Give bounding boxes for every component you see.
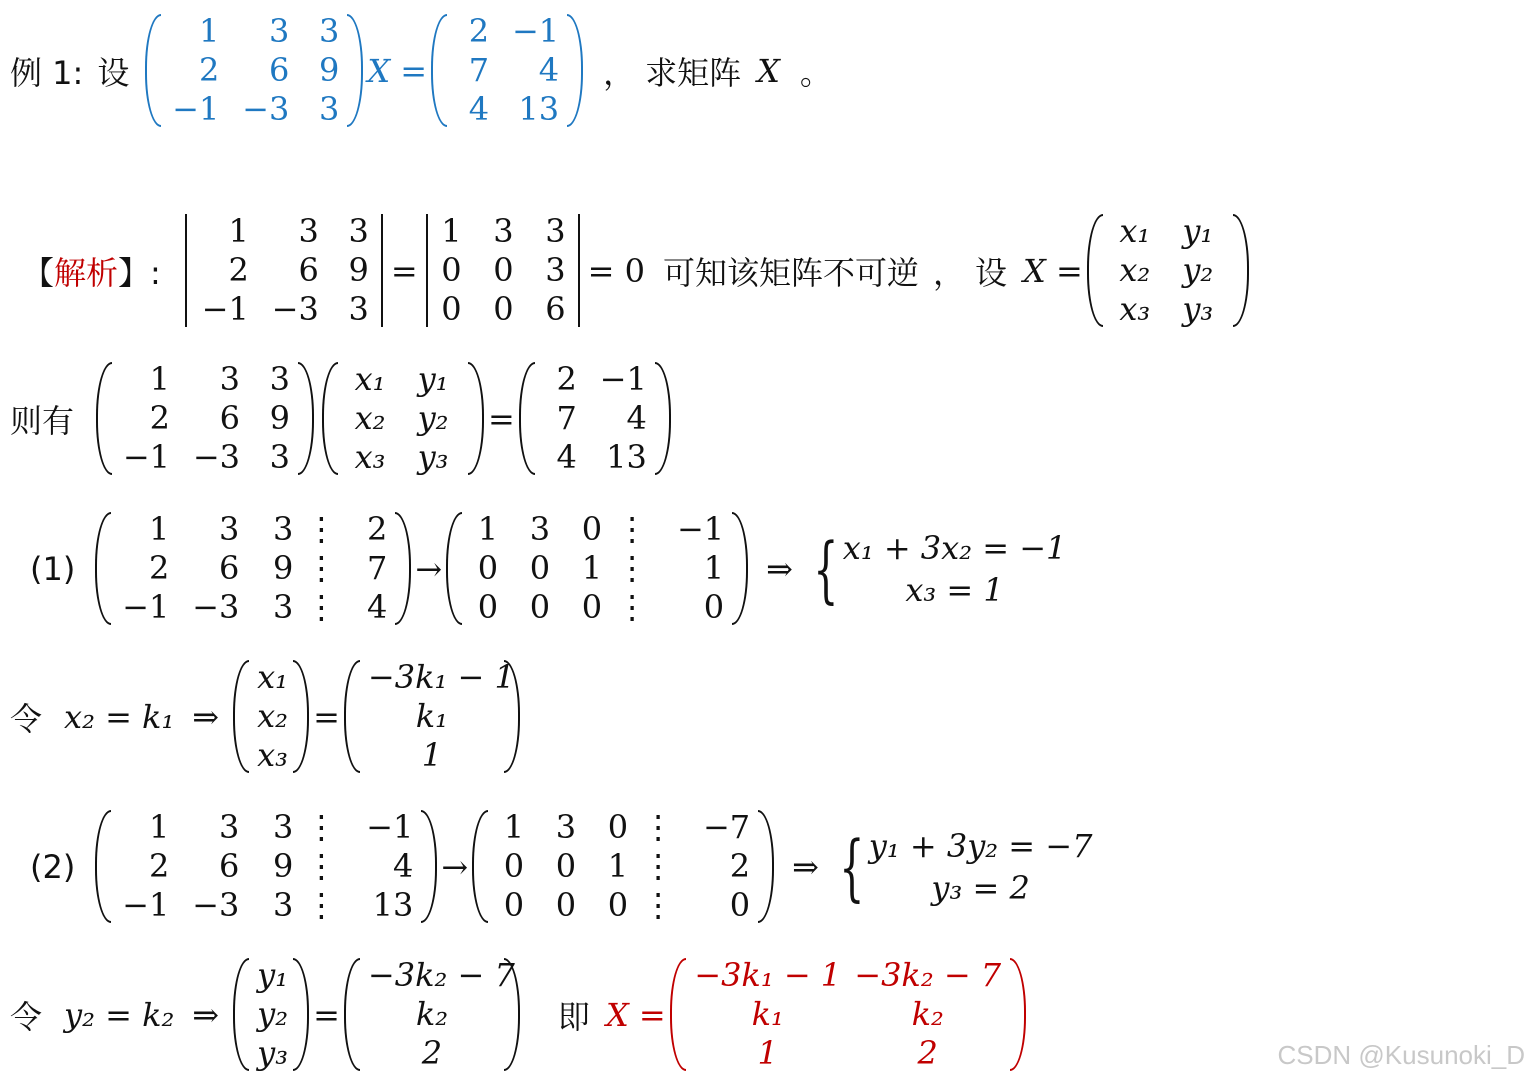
matrix-cell: ⋮	[305, 588, 338, 626]
solution-1-grid	[360, 658, 515, 774]
matrix-cell: 0	[529, 549, 551, 587]
let-label: 令	[10, 699, 43, 738]
ji-word: 即	[557, 997, 590, 1036]
matrix-cell: 3	[218, 510, 240, 548]
right-paren	[504, 958, 520, 1071]
analysis-row	[22, 214, 1253, 327]
right-paren	[395, 512, 411, 625]
set-word: 设	[975, 253, 1008, 292]
let-condition: y₂ = k₂	[64, 995, 175, 1034]
equals-zero: = 0	[587, 251, 645, 290]
matrix-cell: ⋮	[305, 847, 338, 885]
matrix-cell: 3	[348, 212, 369, 250]
step1-row	[30, 512, 1066, 625]
red1-grid	[462, 512, 732, 625]
matrix-cell: 1	[228, 212, 249, 250]
matrix-cell: 3	[269, 360, 291, 398]
left-paren	[670, 958, 686, 1071]
matrix-cell: −3	[192, 886, 240, 924]
final-grid	[686, 958, 1010, 1071]
unknown-matrix	[322, 362, 484, 475]
matrix-cell: 4	[626, 399, 647, 437]
left-paren	[519, 362, 535, 475]
reduced-matrix-1	[446, 512, 748, 625]
matrix-cell: 4	[538, 51, 560, 89]
augmented-matrix-1	[95, 512, 411, 625]
matrix-cell: k₂	[415, 995, 449, 1033]
matrix-cell: 3	[272, 808, 294, 846]
matrix-cell: 2	[421, 1034, 443, 1072]
matrix-cell: −1	[201, 290, 249, 328]
ask-text: 求矩阵	[645, 53, 742, 92]
matrix-cell: 0	[529, 588, 551, 626]
matrix-cell: 1	[148, 808, 170, 846]
matrix-cell: 4	[366, 588, 388, 626]
matrix-cell: y₂	[1182, 251, 1214, 289]
matrix-cell: 0	[607, 808, 629, 846]
matrix-cell: −3k₂ − 7	[367, 956, 515, 994]
matrix-cell: 2	[148, 549, 170, 587]
matrix-cell: k₂	[911, 995, 944, 1033]
matrix-cell: 1	[441, 212, 462, 250]
comma: ，	[603, 53, 636, 92]
matrix-cell: 0	[503, 886, 525, 924]
matrix-cell: 3	[269, 438, 291, 476]
equals: =	[488, 399, 515, 438]
x-equals: X =	[605, 995, 666, 1034]
matrix-cell: 1	[703, 549, 725, 587]
matrix-cell: x₃	[257, 736, 288, 774]
right-paren	[758, 810, 774, 923]
matrix-a-grid	[161, 14, 347, 127]
matrix-cell: 6	[219, 399, 241, 437]
matrix-cell: −1	[676, 510, 725, 548]
matrix-cell: 2	[148, 847, 170, 885]
matrix-cell: ⋮	[305, 510, 338, 548]
matrix-a-grid	[112, 362, 298, 475]
matrix-cell: −1	[599, 360, 647, 398]
matrix-cell: 0	[493, 251, 514, 289]
equals: =	[313, 995, 340, 1034]
matrix-cell: 6	[218, 847, 240, 885]
matrix-cell: 3	[298, 212, 319, 250]
matrix-cell: 0	[703, 588, 725, 626]
matrix-cell: 1	[198, 12, 220, 50]
matrix-cell: x₁	[354, 360, 386, 398]
matrix-cell: ⋮	[642, 886, 675, 924]
matrix-cell: 1	[757, 1034, 778, 1072]
final-matrix	[670, 958, 1026, 1071]
matrix-cell: 3	[272, 588, 294, 626]
matrix-cell: −1	[511, 12, 560, 50]
matrix-cell: 4	[556, 438, 577, 476]
matrix-cell: y₃	[257, 1034, 289, 1072]
right-paren	[1233, 214, 1249, 327]
vector-y	[233, 958, 309, 1071]
implies: ⇒	[192, 697, 220, 736]
matrix-cell: 9	[269, 399, 291, 437]
matrix-cell: x₁	[257, 658, 288, 696]
matrix-cell: 13	[518, 90, 560, 128]
matrix-cell: −1	[122, 438, 171, 476]
matrix-cell: 7	[556, 399, 577, 437]
left-paren	[95, 512, 111, 625]
det-bar-right	[381, 214, 383, 327]
let-label: 令	[10, 997, 43, 1036]
right-paren	[1010, 958, 1026, 1071]
solution-2-grid	[360, 956, 515, 1072]
matrix-cell: y₁	[1182, 212, 1214, 250]
matrix-cell: −1	[366, 808, 414, 846]
red2-grid	[488, 810, 758, 923]
x-symbol: X	[757, 51, 780, 90]
bracket-left: 【	[22, 253, 55, 292]
vector-x	[233, 660, 309, 773]
matrix-b-grid	[447, 14, 567, 127]
matrix-cell: 3	[272, 510, 294, 548]
implies: ⇒	[766, 549, 793, 588]
right-paren	[293, 958, 309, 1071]
comma: ，	[933, 253, 966, 292]
bracket-right: 】:	[118, 253, 161, 292]
matrix-cell: k₁	[751, 995, 784, 1033]
matrix-cell: y₃	[1182, 290, 1214, 328]
matrix-cell: 0	[581, 588, 603, 626]
solution-vector-2	[344, 958, 520, 1071]
system-1	[843, 529, 1067, 609]
matrix-cell: ⋮	[616, 510, 649, 548]
left-brace: {	[813, 526, 839, 611]
matrix-cell: 0	[555, 886, 577, 924]
matrix-b	[519, 362, 671, 475]
matrix-cell: k₁	[415, 697, 448, 735]
matrix-cell: −3	[242, 90, 290, 128]
matrix-cell: 0	[493, 290, 514, 328]
equals: =	[390, 251, 418, 290]
right-paren	[655, 362, 671, 475]
matrix-cell: 2	[729, 847, 751, 885]
matrix-cell: x₂	[257, 697, 288, 735]
matrix-cell: −3k₂ − 7	[854, 956, 1002, 994]
implies: ⇒	[792, 847, 819, 886]
matrix-cell: ⋮	[616, 588, 649, 626]
matrix-cell: ⋮	[305, 549, 338, 587]
right-paren	[293, 660, 309, 773]
system-2	[869, 827, 1093, 907]
aug1-grid	[111, 512, 395, 625]
let-condition: x₂ = k₁	[64, 697, 175, 736]
let2-row	[10, 958, 1030, 1071]
right-paren	[567, 14, 583, 127]
matrix-cell: y₂	[417, 399, 449, 437]
arrow: →	[415, 549, 443, 588]
det-bar-left	[426, 214, 428, 327]
matrix-cell: x₂	[1119, 251, 1151, 289]
matrix-cell: 0	[441, 290, 462, 328]
matrix-cell: 3	[318, 12, 340, 50]
matrix-cell: x₃	[354, 438, 386, 476]
left-paren	[233, 660, 249, 773]
matrix-cell: 3	[545, 212, 566, 250]
left-paren	[1087, 214, 1103, 327]
matrix-cell: 2	[556, 360, 577, 398]
matrix-cell: −7	[702, 808, 751, 846]
unknown-grid	[338, 362, 468, 475]
matrix-cell: y₁	[417, 360, 449, 398]
matrix-cell: 9	[272, 847, 294, 885]
augmented-matrix-2	[95, 810, 437, 923]
right-paren	[421, 810, 437, 923]
matrix-cell: 4	[468, 90, 490, 128]
matrix-cell: 1	[421, 736, 443, 774]
step2-row	[30, 810, 1092, 923]
matrix-cell: 0	[477, 549, 499, 587]
watermark: CSDN @Kusunoki_D	[1277, 1040, 1525, 1070]
example-label: 例 1:	[10, 53, 84, 92]
matrix-a	[145, 14, 363, 127]
matrix-cell: 7	[468, 51, 490, 89]
matrix-cell: −3k₁ − 1	[367, 658, 515, 696]
then-row	[10, 362, 675, 475]
step1-label: (1)	[30, 549, 76, 588]
matrix-cell: ⋮	[616, 549, 649, 587]
x-equals: X =	[367, 51, 428, 90]
right-paren	[732, 512, 748, 625]
matrix-cell: 2	[228, 251, 249, 289]
x-equals: X =	[1023, 251, 1083, 290]
vector-y-grid	[249, 958, 293, 1071]
matrix-cell: 2	[198, 51, 220, 89]
matrix-cell: 0	[581, 510, 603, 548]
matrix-cell: 1	[581, 549, 603, 587]
matrix-cell: x₂	[354, 399, 386, 437]
matrix-cell: 1	[607, 847, 629, 885]
matrix-cell: 9	[348, 251, 369, 289]
matrix-cell: 3	[318, 90, 340, 128]
left-paren	[344, 958, 360, 1071]
matrix-cell: 3	[219, 360, 241, 398]
left-paren	[145, 14, 161, 127]
then-label: 则有	[10, 401, 75, 440]
matrix-cell: 9	[318, 51, 340, 89]
matrix-cell: −1	[122, 886, 170, 924]
matrix-cell: 2	[917, 1034, 938, 1072]
analysis-word: 解析	[54, 253, 119, 292]
det-bar-left	[185, 214, 187, 327]
matrix-cell: −3	[192, 588, 240, 626]
left-paren	[322, 362, 338, 475]
left-paren	[95, 810, 111, 923]
matrix-cell: 1	[503, 808, 525, 846]
system-eq-1: y₁ + 3y₂ = −7	[868, 826, 1093, 865]
system-eq-1: x₁ + 3x₂ = −1	[842, 528, 1067, 567]
matrix-cell: −3k₁ − 1	[694, 956, 842, 994]
matrix-cell: 3	[268, 12, 290, 50]
step2-label: (2)	[30, 847, 76, 886]
matrix-cell: −3	[271, 290, 319, 328]
matrix-cell: 0	[729, 886, 751, 924]
matrix-cell: x₁	[1119, 212, 1151, 250]
implies: ⇒	[192, 995, 220, 1034]
left-paren	[446, 512, 462, 625]
matrix-cell: 6	[218, 549, 240, 587]
left-paren	[233, 958, 249, 1071]
matrix-cell: 4	[392, 847, 414, 885]
matrix-cell: 3	[272, 886, 294, 924]
example-row	[10, 14, 832, 127]
matrix-cell: 9	[272, 549, 294, 587]
left-paren	[472, 810, 488, 923]
matrix-cell: 3	[529, 510, 551, 548]
matrix-cell: 3	[493, 212, 514, 250]
matrix-b	[431, 14, 583, 127]
arrow: →	[441, 847, 469, 886]
det-a-grid	[191, 214, 377, 327]
solution-vector-1	[344, 660, 520, 773]
matrix-cell: 6	[268, 51, 290, 89]
right-paren	[347, 14, 363, 127]
matrix-cell: 1	[149, 360, 171, 398]
matrix-cell: y₂	[257, 995, 289, 1033]
let1-row	[10, 660, 524, 773]
matrix-cell: 3	[555, 808, 577, 846]
matrix-cell: 3	[218, 808, 240, 846]
system-eq-2: y₃ = 2	[931, 868, 1030, 907]
left-paren	[431, 14, 447, 127]
matrix-cell: 6	[545, 290, 566, 328]
left-paren	[344, 660, 360, 773]
right-paren	[504, 660, 520, 773]
det-r-grid	[432, 214, 574, 327]
vector-x-grid	[249, 660, 293, 773]
matrix-cell: y₁	[257, 956, 289, 994]
matrix-cell: ⋮	[305, 886, 338, 924]
unknown-matrix	[1087, 214, 1249, 327]
matrix-cell: 0	[555, 847, 577, 885]
matrix-cell: −3	[192, 438, 241, 476]
matrix-cell: ⋮	[642, 847, 675, 885]
determinant-a	[181, 214, 387, 327]
matrix-cell: x₃	[1119, 290, 1151, 328]
matrix-cell: 0	[503, 847, 525, 885]
unknown-grid	[1103, 214, 1233, 327]
right-paren	[298, 362, 314, 475]
matrix-cell: ⋮	[305, 808, 338, 846]
matrix-cell: −1	[122, 588, 170, 626]
not-invertible-note: 可知该矩阵不可逆	[662, 253, 919, 292]
determinant-reduced	[422, 214, 584, 327]
matrix-cell: 1	[477, 510, 499, 548]
matrix-cell: 3	[348, 290, 369, 328]
matrix-cell: −1	[172, 90, 220, 128]
matrix-a	[96, 362, 314, 475]
matrix-cell: 3	[545, 251, 566, 289]
matrix-cell: 0	[441, 251, 462, 289]
matrix-cell: 0	[607, 886, 629, 924]
period: 。	[799, 53, 832, 92]
det-bar-right	[578, 214, 580, 327]
matrix-cell: 2	[366, 510, 388, 548]
matrix-cell: 7	[366, 549, 388, 587]
left-brace: {	[839, 824, 865, 909]
matrix-cell: 0	[477, 588, 499, 626]
matrix-cell: ⋮	[642, 808, 675, 846]
reduced-matrix-2	[472, 810, 774, 923]
equals: =	[313, 697, 340, 736]
matrix-cell: 2	[149, 399, 171, 437]
matrix-b-grid	[535, 362, 655, 475]
matrix-cell: 6	[298, 251, 319, 289]
right-paren	[468, 362, 484, 475]
system-eq-2: x₃ = 1	[905, 570, 1004, 609]
matrix-cell: 2	[468, 12, 490, 50]
matrix-cell: 1	[148, 510, 170, 548]
left-paren	[96, 362, 112, 475]
matrix-cell: 13	[606, 438, 647, 476]
matrix-cell: y₃	[417, 438, 449, 476]
matrix-cell: 13	[372, 886, 414, 924]
aug2-grid	[111, 810, 421, 923]
set-word: 设	[97, 53, 130, 92]
